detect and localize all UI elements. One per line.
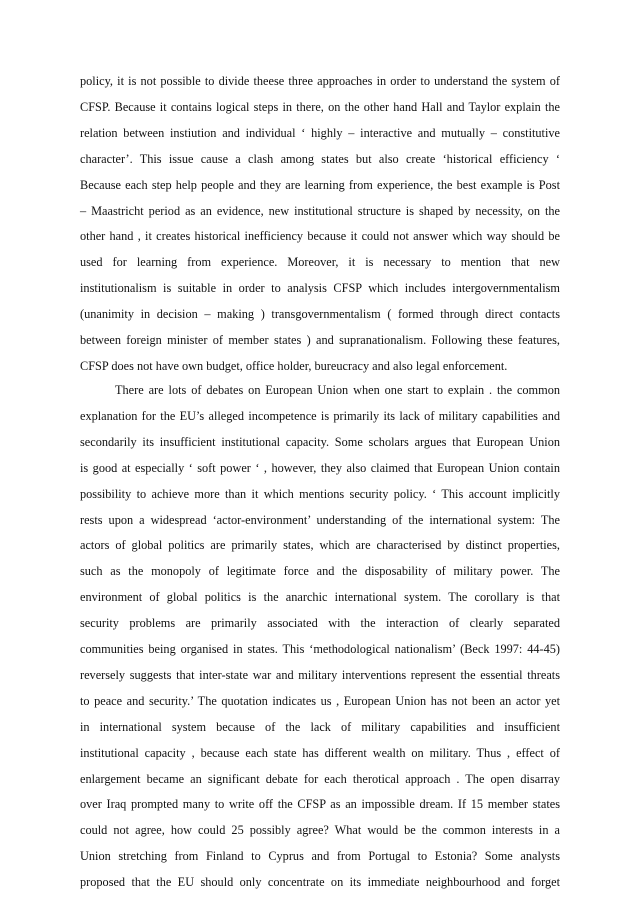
- text-line: policy, it is not possible to divide theese three approaches in order to understand the system of: [80, 74, 560, 88]
- text-line: explanation for the EU’s alleged incompetence is primarily its lack of military capabilities and: [80, 408, 560, 423]
- text-line: used for learning from experience. Moreover, it is necessary to mention that new: [80, 255, 560, 270]
- text-line: could not agree, how could 25 possibly agree? What would be the common interests in a: [80, 823, 560, 838]
- text-line: enlargement became an significant debate for each therotical approach . The open disarray: [80, 771, 560, 786]
- text-line: over Iraq prompted many to write off the CFSP as an impossible dream. If 15 member states: [80, 797, 560, 812]
- text-line: communities being organised in states. This ‘methodological nationalism’ (Beck 1997: 44-45): [80, 642, 560, 656]
- text-line: Union stretching from Finland to Cyprus and from Portugal to Estonia? Some analysts: [80, 849, 560, 864]
- text-line: – Maastricht period as an evidence, new institutional structure is shaped by necessity, on the: [80, 203, 560, 218]
- text-line: to peace and security.’ The quotation indicates us , European Union has not been an actor yet: [80, 693, 560, 708]
- text-line: reversely suggests that inter-state war and military interventions represent the essential threats: [80, 667, 560, 682]
- text-line: in international system because of the lack of military capabilities and insufficient: [80, 719, 560, 734]
- text-line: environment of global politics is the anarchic international system. The corollary is that: [80, 590, 560, 605]
- text-line: CFSP. Because it contains logical steps in there, on the other hand Hall and Taylor explain the: [80, 99, 560, 114]
- text-line: character’. This issue cause a clash among states but also create ‘historical efficiency ‘: [80, 151, 560, 166]
- text-line: relation between instiution and individual ‘ highly – interactive and mutually – constitutive: [80, 125, 560, 140]
- text-line: security problems are primarily associated with the interaction of clearly separated: [80, 616, 560, 631]
- text-line: such as the monopoly of legitimate force and the disposability of military power. The: [80, 564, 560, 579]
- text-line: between foreign minister of member states ) and supranationalism. Following these features,: [80, 333, 560, 347]
- text-line: other hand , it creates historical inefficiency because it could not answer which way should be: [80, 229, 560, 244]
- text-line: There are lots of debates on European Union when one start to explain . the common: [115, 383, 560, 397]
- text-line: proposed that the EU should only concentrate on its immediate neighbourhood and forget: [80, 875, 560, 890]
- text-line: actors of global politics are primarily states, which are characterised by distinct properties,: [80, 538, 560, 553]
- text-line: (unanimity in decision – making ) transgovernmentalism ( formed through direct contacts: [80, 307, 560, 322]
- text-line: institutional capacity , because each state has different wealth on military. Thus , effect of: [80, 745, 560, 760]
- text-line: possibility to achieve more than it which mentions security policy. ‘ This account implicitly: [80, 486, 560, 501]
- text-line: institutionalism is suitable in order to analysis CFSP which includes intergovernmentalism: [80, 281, 560, 296]
- text-line: Because each step help people and they are learning from experience, the best example is Post: [80, 177, 560, 192]
- text-line: rests upon a widespread ‘actor-environment’ understanding of the international system: The: [80, 512, 560, 527]
- text-line: secondarily its insufficient institutional capacity. Some scholars argues that European Union: [80, 434, 560, 449]
- text-line: is good at especially ‘ soft power ‘ , however, they also claimed that European Union contain: [80, 460, 560, 475]
- text-line: CFSP does not have own budget, office holder, bureucracy and also legal enforcement.: [80, 358, 508, 373]
